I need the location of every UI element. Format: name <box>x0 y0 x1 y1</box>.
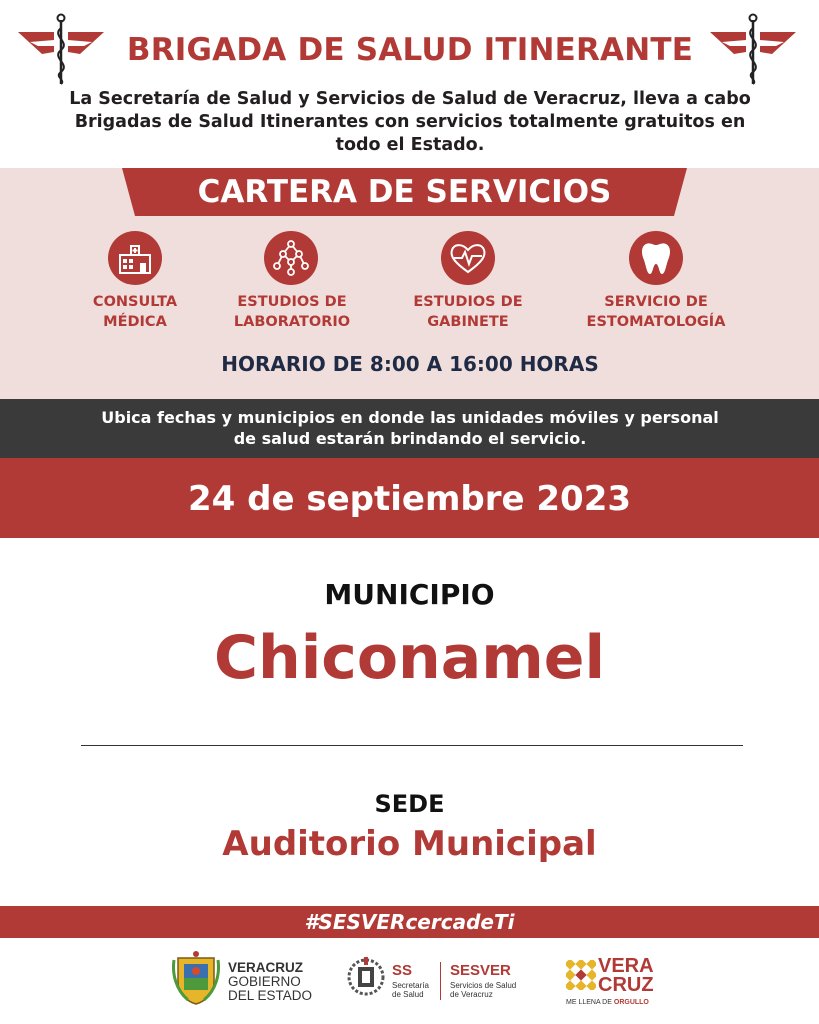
ss-logo-line2: de Salud <box>392 990 424 999</box>
intro-text: La Secretaría de Salud y Servicios de Salud de Veracruz, lleva a cabo Brigadas de Salud Itinerantes con servicios totalmente gratuitos en todo el Estado. <box>69 89 751 155</box>
hospital-icon <box>107 230 163 286</box>
event-date: 24 de septiembre 2023 <box>187 479 632 519</box>
tooth-icon <box>628 230 684 286</box>
sede-label: SEDE <box>374 790 445 818</box>
sesver-logo-line2: de Veracruz <box>450 990 493 999</box>
caduceus-left-icon <box>16 12 106 92</box>
gobierno-logo-line3: DEL ESTADO <box>228 988 313 1003</box>
gobierno-logo-line1: VERACRUZ <box>228 960 304 975</box>
veracruz-logo-line1: VERA <box>598 955 654 977</box>
ss-logo-line1: Secretaría <box>392 981 429 990</box>
schedule-text: HORARIO DE 8:00 A 16:00 HORAS <box>221 352 599 376</box>
sesver-logo-title: SESVER <box>450 962 511 979</box>
municipio-label: MUNICIPIO <box>324 578 495 611</box>
service-estomatologia: SERVICIO DE ESTOMATOLOGÍA <box>586 294 726 330</box>
veracruz-tagline: ME LLENA DE ORGULLO <box>566 999 649 1006</box>
heart-pulse-icon <box>440 230 496 286</box>
service-estudios-gabinete: ESTUDIOS DE GABINETE <box>413 294 523 330</box>
locate-text: Ubica fechas y municipios en donde las unidades móviles y personal de salud estarán brindando el servicio. <box>101 408 719 448</box>
molecule-icon <box>263 230 319 286</box>
gobierno-logo-line2: GOBIERNO <box>228 974 301 989</box>
sesver-logo-line1: Servicios de Salud <box>450 981 517 990</box>
ss-logo-title: SS <box>392 962 413 979</box>
services-title: CARTERA DE SERVICIOS <box>197 174 612 210</box>
sede-value: Auditorio Municipal <box>222 824 597 864</box>
ss-emblem-icon <box>346 953 386 1001</box>
divider <box>81 745 743 746</box>
logo-separator <box>440 962 441 1000</box>
service-consulta-medica: CONSULTA MÉDICA <box>92 294 178 330</box>
veracruz-pattern-icon <box>566 960 596 990</box>
hashtag-text: #SESVERcercadeTi <box>304 910 515 934</box>
municipio-value: Chiconamel <box>213 623 606 693</box>
service-estudios-laboratorio: ESTUDIOS DE LABORATORIO <box>233 294 351 330</box>
veracruz-logo-line2: CRUZ <box>598 974 654 996</box>
page-title: BRIGADA DE SALUD ITINERANTE <box>126 32 694 68</box>
veracruz-shield-icon <box>172 950 220 1006</box>
